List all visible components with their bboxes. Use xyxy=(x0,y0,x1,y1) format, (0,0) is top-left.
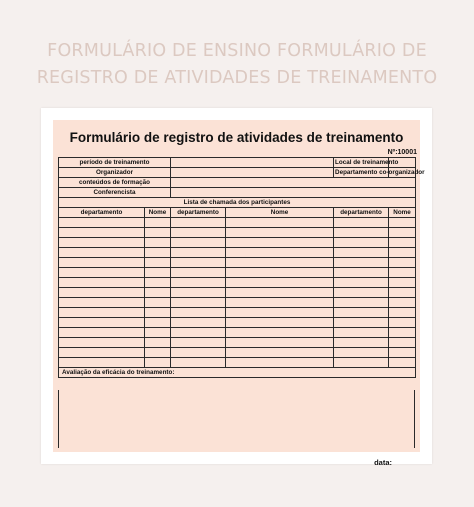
attendance-cell-name-2[interactable] xyxy=(226,218,334,228)
attendance-cell-name-2[interactable] xyxy=(226,288,334,298)
attendance-cell-department-1[interactable] xyxy=(59,348,145,358)
attendance-cell-department-2[interactable] xyxy=(171,328,226,338)
attendance-cell-department-3[interactable] xyxy=(334,348,389,358)
attendance-cell-name-1[interactable] xyxy=(145,218,171,228)
attendance-cell-name-2[interactable] xyxy=(226,308,334,318)
attendance-cell-name-3[interactable] xyxy=(389,238,416,248)
page-heading-line-1: FORMULÁRIO DE ENSINO FORMULÁRIO DE xyxy=(47,41,427,61)
attendance-cell-name-1[interactable] xyxy=(145,298,171,308)
attendance-cell-department-3[interactable] xyxy=(334,238,389,248)
attendance-cell-department-2[interactable] xyxy=(171,318,226,328)
form-row-period xyxy=(59,158,416,168)
attendance-cell-name-1[interactable] xyxy=(145,318,171,328)
attendance-cell-name-2[interactable] xyxy=(226,318,334,328)
attendance-cell-department-3[interactable] xyxy=(334,268,389,278)
attendance-cell-department-1[interactable] xyxy=(59,278,145,288)
attendance-cell-name-3[interactable] xyxy=(389,348,416,358)
attendance-cell-department-1[interactable] xyxy=(59,248,145,258)
form-row-organizer xyxy=(59,168,416,178)
evaluation-label: Avaliação da eficácia do treinamento: xyxy=(59,368,416,378)
attendance-cell-name-1[interactable] xyxy=(145,308,171,318)
attendance-cell-department-2[interactable] xyxy=(171,238,226,248)
attendance-cell-department-3[interactable] xyxy=(334,248,389,258)
attendance-cell-name-3[interactable] xyxy=(389,358,416,368)
attendance-cell-name-2[interactable] xyxy=(226,228,334,238)
attendance-row xyxy=(59,268,416,278)
attendance-cell-name-3[interactable] xyxy=(389,218,416,228)
attendance-cell-department-3[interactable] xyxy=(334,258,389,268)
attendance-cell-name-2[interactable] xyxy=(226,248,334,258)
attendance-cell-name-3[interactable] xyxy=(389,338,416,348)
attendance-row xyxy=(59,348,416,358)
attendance-row xyxy=(59,318,416,328)
attendance-cell-department-2[interactable] xyxy=(171,218,226,228)
attendance-cell-name-3[interactable] xyxy=(389,288,416,298)
form-sheet xyxy=(53,120,425,467)
co-organizer-label: Departamento co-organizador xyxy=(335,169,425,176)
lecturer-label: Conferencista xyxy=(59,188,171,198)
attendance-cell-department-1[interactable] xyxy=(59,238,145,248)
attendance-cell-department-3[interactable] xyxy=(334,318,389,328)
attendance-cell-department-2[interactable] xyxy=(171,248,226,258)
attendance-cell-department-3[interactable] xyxy=(334,308,389,318)
attendance-cell-name-1[interactable] xyxy=(145,248,171,258)
attendance-row xyxy=(59,258,416,268)
attendance-cell-department-1[interactable] xyxy=(59,228,145,238)
attendance-row xyxy=(59,358,416,368)
attendance-cell-name-1[interactable] xyxy=(145,338,171,348)
attendance-cell-name-3[interactable] xyxy=(389,278,416,288)
attendance-cell-name-2[interactable] xyxy=(226,298,334,308)
attendance-cell-department-1[interactable] xyxy=(59,308,145,318)
document-paper xyxy=(41,108,432,467)
evaluation-row xyxy=(59,368,416,378)
attendance-row xyxy=(59,328,416,338)
attendance-cell-department-3[interactable] xyxy=(334,288,389,298)
attendance-cell-name-1[interactable] xyxy=(145,268,171,278)
lecturer-value[interactable] xyxy=(171,188,416,198)
attendance-cell-name-2[interactable] xyxy=(226,338,334,348)
attendance-cell-name-2[interactable] xyxy=(226,238,334,248)
attendance-cell-department-1[interactable] xyxy=(59,358,145,368)
page-heading-line-2: REGISTRO DE ATIVIDADES DE TREINAMENTO xyxy=(36,68,438,88)
organizer-label: Organizador xyxy=(59,168,171,178)
organizer-value[interactable] xyxy=(171,168,334,178)
date-label: data: xyxy=(374,458,392,467)
attendance-cell-department-1[interactable] xyxy=(59,218,145,228)
training-content-label: conteúdos de formação xyxy=(59,178,171,188)
attendance-cell-name-3[interactable] xyxy=(389,228,416,238)
attendance-cell-department-1[interactable] xyxy=(59,268,145,278)
column-header-name-2: Nome xyxy=(226,208,334,218)
form-number: Nº:10001 xyxy=(387,149,417,156)
attendance-cell-department-2[interactable] xyxy=(171,288,226,298)
form-row-content xyxy=(59,178,416,188)
attendance-cell-name-3[interactable] xyxy=(389,268,416,278)
attendance-title-row xyxy=(59,198,416,208)
attendance-cell-name-2[interactable] xyxy=(226,358,334,368)
column-header-name-1: Nome xyxy=(145,208,171,218)
attendance-cell-name-1[interactable] xyxy=(145,288,171,298)
attendance-body xyxy=(59,218,416,368)
attendance-cell-name-3[interactable] xyxy=(389,298,416,308)
attendance-cell-department-1[interactable] xyxy=(59,318,145,328)
attendance-cell-name-2[interactable] xyxy=(226,278,334,288)
attendance-cell-name-3[interactable] xyxy=(389,328,416,338)
attendance-row xyxy=(59,298,416,308)
column-header-name-3: Nome xyxy=(389,208,416,218)
attendance-cell-name-1[interactable] xyxy=(145,358,171,368)
attendance-cell-department-2[interactable] xyxy=(171,228,226,238)
attendance-cell-department-1[interactable] xyxy=(59,288,145,298)
attendance-header-row xyxy=(59,208,416,218)
attendance-cell-department-2[interactable] xyxy=(171,268,226,278)
attendance-cell-name-1[interactable] xyxy=(145,328,171,338)
attendance-cell-department-1[interactable] xyxy=(59,258,145,268)
form-title: Formulário de registro de atividades de treinamento xyxy=(69,130,404,145)
attendance-cell-department-3[interactable] xyxy=(334,338,389,348)
attendance-cell-name-1[interactable] xyxy=(145,258,171,268)
attendance-row xyxy=(59,218,416,228)
attendance-cell-department-2[interactable] xyxy=(171,298,226,308)
attendance-title: Lista de chamada dos participantes xyxy=(59,198,416,208)
attendance-cell-department-1[interactable] xyxy=(59,298,145,308)
column-header-department-3: departamento xyxy=(334,208,389,218)
attendance-cell-department-3[interactable] xyxy=(334,358,389,368)
attendance-cell-department-1[interactable] xyxy=(59,338,145,348)
attendance-row xyxy=(59,338,416,348)
attendance-cell-name-1[interactable] xyxy=(145,228,171,238)
attendance-cell-department-3[interactable] xyxy=(334,228,389,238)
attendance-row xyxy=(59,238,416,248)
evaluation-area[interactable] xyxy=(58,390,415,448)
training-period-label: período de treinamento xyxy=(59,158,171,168)
attendance-cell-department-2[interactable] xyxy=(171,258,226,268)
attendance-cell-department-2[interactable] xyxy=(171,338,226,348)
training-form-table xyxy=(58,157,425,378)
attendance-cell-name-2[interactable] xyxy=(226,348,334,358)
attendance-cell-department-2[interactable] xyxy=(171,348,226,358)
training-content-value[interactable] xyxy=(171,178,416,188)
attendance-row xyxy=(59,288,416,298)
attendance-row xyxy=(59,308,416,318)
column-header-department-2: departamento xyxy=(171,208,226,218)
attendance-cell-department-2[interactable] xyxy=(171,278,226,288)
attendance-cell-department-3[interactable] xyxy=(334,328,389,338)
attendance-cell-name-1[interactable] xyxy=(145,238,171,248)
attendance-cell-department-2[interactable] xyxy=(171,358,226,368)
attendance-cell-name-3[interactable] xyxy=(389,318,416,328)
attendance-cell-department-1[interactable] xyxy=(59,328,145,338)
attendance-cell-name-3[interactable] xyxy=(389,258,416,268)
attendance-row xyxy=(59,228,416,238)
attendance-cell-name-1[interactable] xyxy=(145,278,171,288)
attendance-cell-name-1[interactable] xyxy=(145,348,171,358)
attendance-cell-name-3[interactable] xyxy=(389,248,416,258)
attendance-cell-department-3[interactable] xyxy=(334,298,389,308)
attendance-cell-name-2[interactable] xyxy=(226,258,334,268)
attendance-cell-department-3[interactable] xyxy=(334,218,389,228)
attendance-cell-department-2[interactable] xyxy=(171,308,226,318)
attendance-row xyxy=(59,278,416,288)
attendance-cell-name-3[interactable] xyxy=(389,308,416,318)
form-row-lecturer xyxy=(59,188,416,198)
training-location-label: Local de treinamento xyxy=(335,159,399,166)
attendance-cell-department-3[interactable] xyxy=(334,278,389,288)
column-header-department-1: departamento xyxy=(59,208,145,218)
training-period-value[interactable] xyxy=(171,158,334,168)
attendance-cell-name-2[interactable] xyxy=(226,328,334,338)
attendance-cell-name-2[interactable] xyxy=(226,268,334,278)
attendance-row xyxy=(59,248,416,258)
page-heading xyxy=(0,38,474,92)
